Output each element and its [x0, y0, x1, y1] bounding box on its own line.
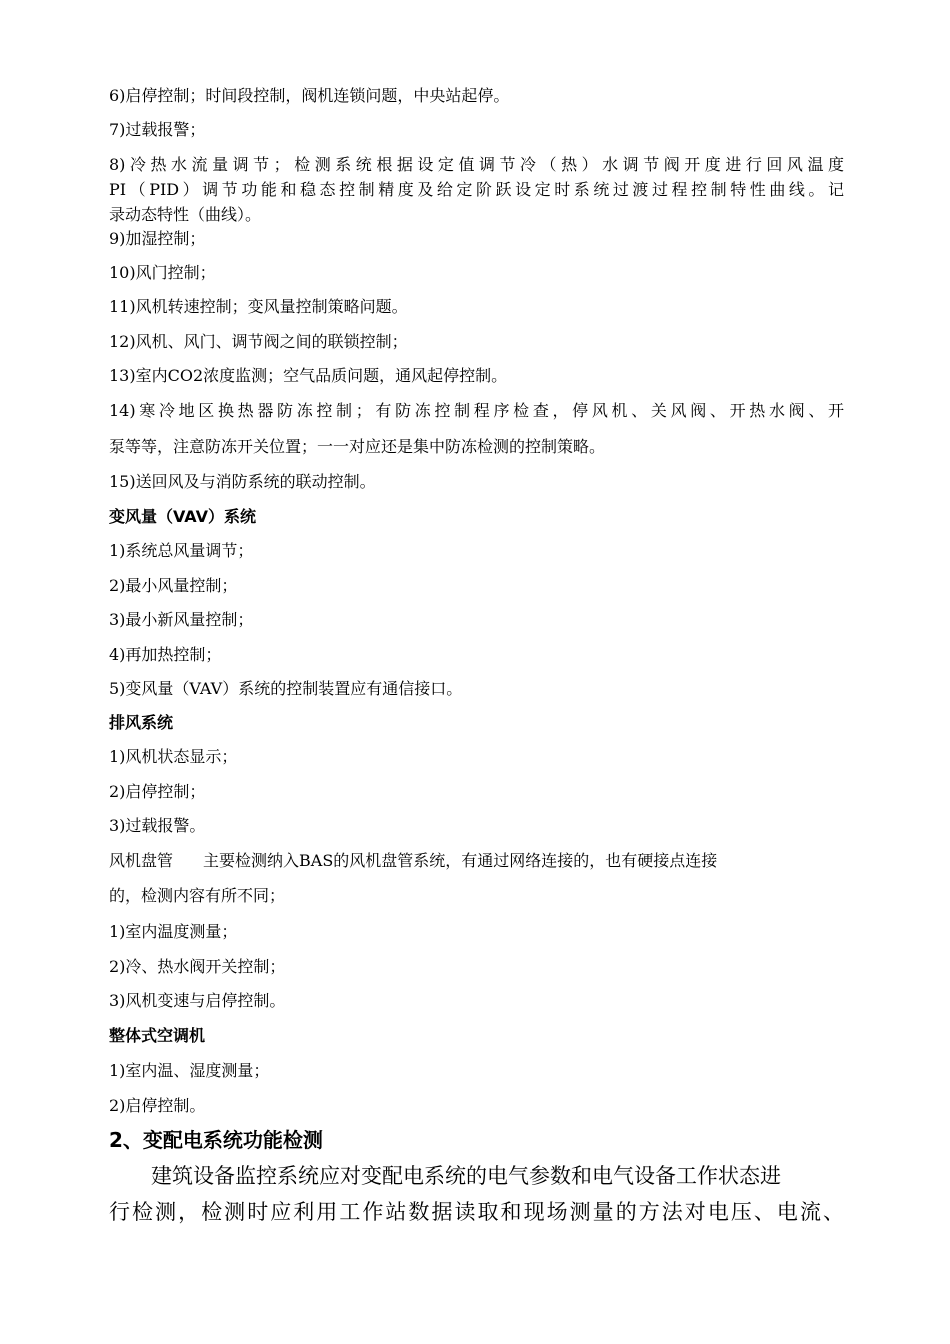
text-line: 泵等等，注意防冻开关位置；一一对应还是集中防冻检测的控制策略。: [109, 437, 606, 456]
text-line: 3)最小新风量控制；: [109, 610, 254, 629]
text-line: 5)变风量（VAV）系统的控制装置应有通信接口。: [109, 679, 463, 698]
text-line: 4)再加热控制；: [109, 645, 222, 664]
text-line: 2)启停控制。: [109, 1096, 206, 1115]
text-line: 6)启停控制；时间段控制，阀机连锁问题，中央站起停。: [109, 86, 510, 105]
text-line: 2)启停控制；: [109, 782, 206, 801]
section-heading-power: 2、变配电系统功能检测: [109, 1128, 323, 1152]
section-heading-unit-ac: 整体式空调机: [109, 1026, 206, 1045]
text-line: 录动态特性（曲线）。: [109, 205, 262, 224]
text-line: PI（PID）调节功能和稳态控制精度及给定阶跃设定时系统过渡过程控制特性曲线。记: [109, 180, 844, 199]
text-line: 1)室内温、湿度测量；: [109, 1061, 270, 1080]
text-line: [109, 851, 844, 871]
text-line: 3)过载报警。: [109, 816, 206, 835]
paragraph-line: 行检测，检测时应利用工作站数据读取和现场测量的方法对电压、电流、: [109, 1200, 844, 1224]
section-heading-vav: 变风量（VAV）系统: [109, 507, 256, 526]
text-line: 12)风机、风门、调节阀之间的联锁控制；: [109, 332, 408, 351]
paragraph-line: 建筑设备监控系统应对变配电系统的电气参数和电气设备工作状态进: [151, 1164, 781, 1188]
fan-coil-label: 风机盘管: [109, 851, 174, 870]
section-heading-exhaust: 排风系统: [109, 713, 174, 732]
text-line: 14)寒冷地区换热器防冻控制；有防冻控制程序检查，停风机、关风阀、开热水阀、开: [109, 401, 844, 420]
text-line: 10)风门控制；: [109, 263, 216, 282]
text-line: 7)过载报警；: [109, 120, 206, 139]
text-line: 1)系统总风量调节；: [109, 541, 254, 560]
text-line: 11)风机转速控制；变风量控制策略问题。: [109, 297, 408, 316]
text-line: 13)室内CO2浓度监测；空气品质问题，通风起停控制。: [109, 366, 508, 385]
text-line: 的，检测内容有所不同；: [109, 886, 286, 905]
text-line: 1)风机状态显示；: [109, 747, 238, 766]
text-line: 3)风机变速与启停控制。: [109, 991, 286, 1010]
text-line: 1)室内温度测量；: [109, 922, 238, 941]
text-line: 9)加湿控制；: [109, 229, 206, 248]
text-line: 15)送回风及与消防系统的联动控制。: [109, 472, 376, 491]
text-line: 2)冷、热水阀开关控制；: [109, 957, 286, 976]
fan-coil-description: 主要检测纳入BAS的风机盘管系统，有通过网络连接的，也有硬接点连接: [203, 851, 718, 870]
text-line: 8)冷热水流量调节；检测系统根据设定值调节冷（热）水调节阀开度进行回风温度: [109, 155, 844, 174]
text-line: 2)最小风量控制；: [109, 576, 238, 595]
